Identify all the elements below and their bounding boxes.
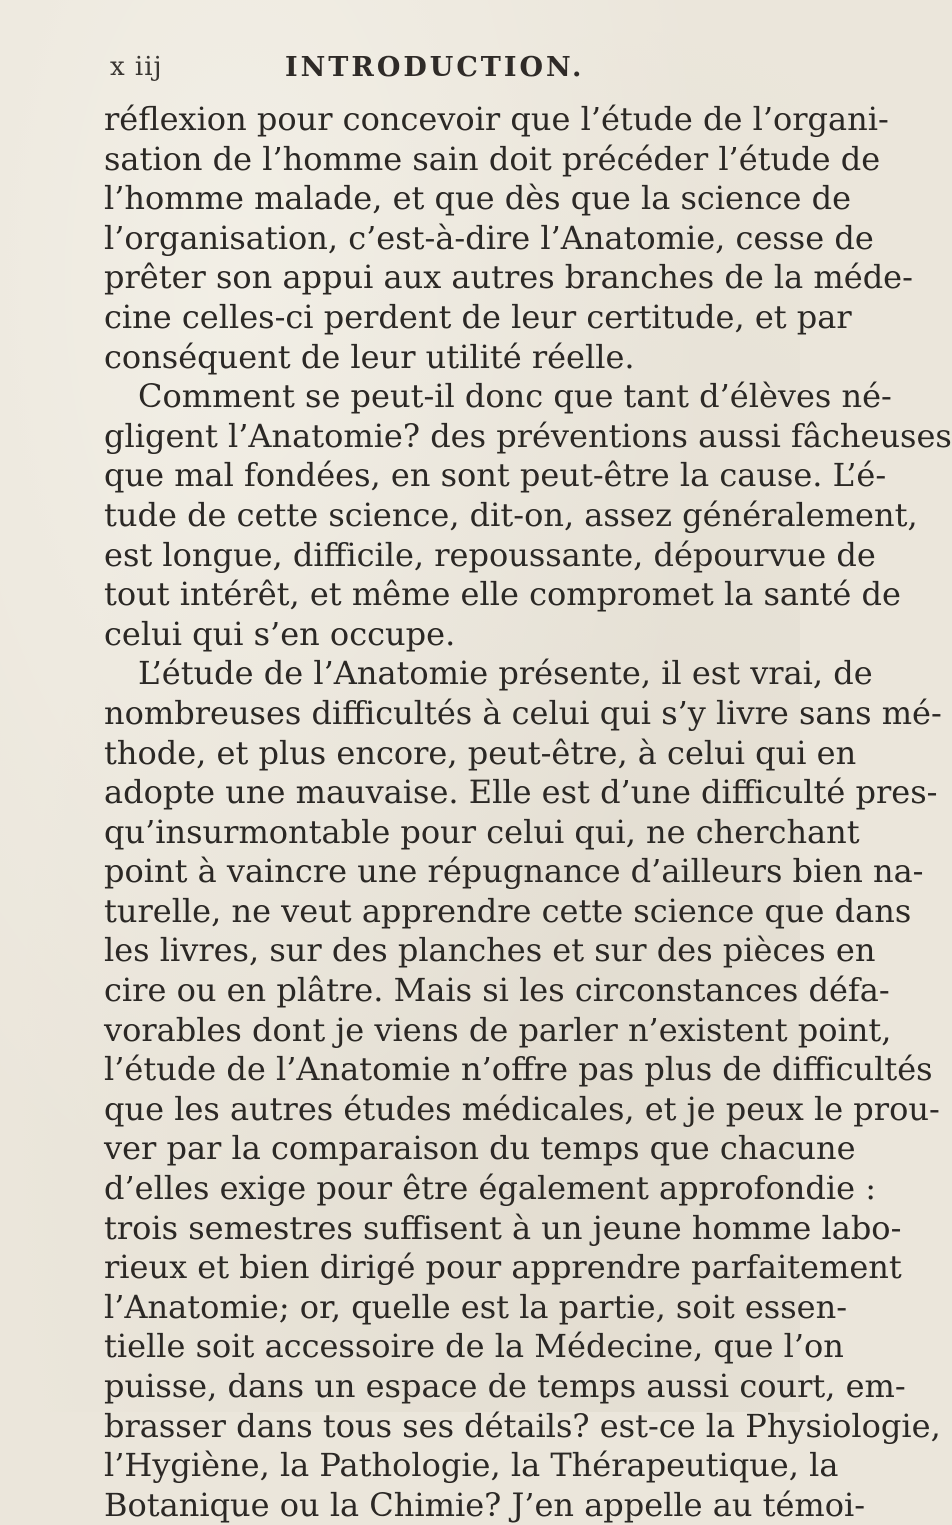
text-line: adopte une mauvaise. Elle est d’une difficulté pres- [104, 773, 938, 812]
text-line: tude de cette science, dit-on, assez généralement, [104, 495, 918, 534]
text-line: les livres, sur des planches et sur des pièces en [104, 931, 876, 970]
text-line: l’Anatomie; or, quelle est la partie, soit essen- [104, 1287, 847, 1326]
text-line: puisse, dans un espace de temps aussi court, em- [104, 1367, 906, 1405]
text-line: que les autres études médicales, et je peux le prou- [104, 1089, 940, 1128]
text-line: rieux et bien dirigé pour apprendre parfaitement [104, 1248, 902, 1287]
text-line: L’étude de l’Anatomie présente, il est vrai, de [138, 654, 873, 693]
text-line: Comment se peut-il donc que tant d’élèves né- [138, 377, 892, 416]
text-line: prêter son appui aux autres branches de la méde- [104, 258, 913, 297]
text-line: qu’insurmontable pour celui qui, ne cherchant [104, 812, 860, 851]
text-line: l’étude de l’Anatomie n’offre pas plus de difficultés [104, 1050, 933, 1089]
text-line: que mal fondées, en sont peut-être la cause. L’é- [104, 456, 887, 495]
text-line: réflexion pour concevoir que l’étude de l’organi- [104, 100, 889, 138]
text-line: trois semestres suffisent à un jeune homme labo- [104, 1208, 902, 1247]
text-line: l’organisation, c’est-à-dire l’Anatomie, cesse de [104, 218, 874, 257]
text-line: l’Hygiène, la Pathologie, la Thérapeutique, la [104, 1446, 839, 1485]
text-line: tout intérêt, et même elle compromet la santé de [104, 575, 901, 614]
text-line: ver par la comparaison du temps que chacune [104, 1129, 856, 1168]
text-line: nombreuses difficultés à celui qui s’y livre sans mé- [104, 693, 942, 732]
text-line: point à vaincre une répugnance d’ailleurs bien na- [104, 852, 924, 891]
body-text [104, 100, 952, 1525]
text-line: conséquent de leur utilité réelle. [104, 337, 635, 376]
text-line: est longue, difficile, repoussante, dépourvue de [104, 535, 876, 574]
text-line: l’homme malade, et que dès que la science de [104, 179, 852, 218]
text-line: cine celles-ci perdent de leur certitude, et par [104, 297, 852, 336]
page-number: x iij [110, 52, 163, 82]
text-line: turelle, ne veut apprendre cette science que dans [104, 891, 912, 930]
text-line: celui qui s’en occupe. [104, 614, 456, 653]
page-header [110, 52, 750, 92]
text-line: brasser dans tous ses détails? est-ce la Physiologie, [104, 1406, 941, 1445]
text-line: gligent l’Anatomie? des préventions aussi fâcheuses [104, 416, 952, 455]
text-line: tielle soit accessoire de la Médecine, que l’on [104, 1327, 844, 1366]
text-line: vorables dont je viens de parler n’existent point, [104, 1010, 892, 1049]
text-line: sation de l’homme sain doit précéder l’étude de [104, 139, 881, 178]
text-line: cire ou en plâtre. Mais si les circonstances défa- [104, 971, 890, 1010]
text-line: Botanique ou la Chimie? J’en appelle au témoi- [104, 1485, 866, 1524]
text-line: d’elles exige pour être également approfondie : [104, 1169, 876, 1208]
running-head: INTRODUCTION. [285, 52, 585, 83]
text-line: thode, et plus encore, peut-être, à celui qui en [104, 733, 857, 772]
